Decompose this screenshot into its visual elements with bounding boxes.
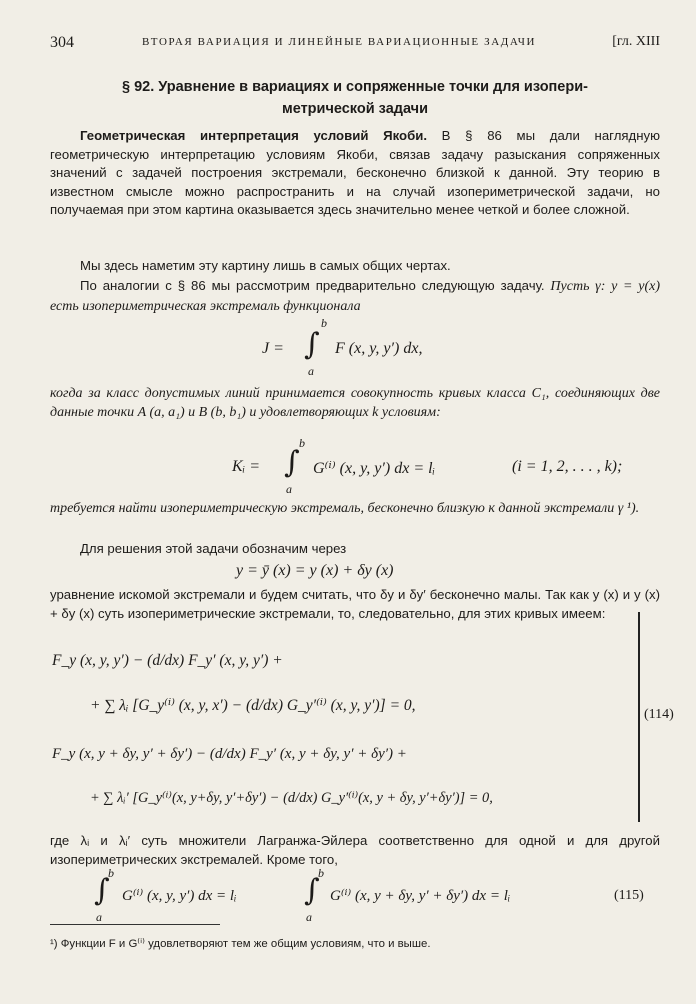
footnote: ¹) Функции F и G⁽ⁱ⁾ удовлетворяют тем же общим условиям, что и выше. <box>50 938 431 950</box>
formula-K-lhs: Kᵢ = <box>232 458 260 475</box>
integral-upper-limit: b <box>299 436 305 450</box>
section-title <box>50 76 660 120</box>
eq114-line1: F_y (x, y, y′) − (d/dx) F_y′ (x, y, y′) + <box>52 652 283 669</box>
eq115-right: G⁽ⁱ⁾ (x, y + δy, y′ + δy′) dx = lᵢ <box>330 888 511 904</box>
paragraph-variation: уравнение искомой экстремали и будем считать, что δy и δy′ бесконечно малы. Так как y (x) и y (x) + δy (x) суть изопериметрические экстремали, то, следовательно, для этих кривых имеем: <box>50 587 660 621</box>
chapter-label: [гл. XIII <box>612 34 660 49</box>
integral-lower-limit: a <box>286 482 292 496</box>
integral-lower-limit: a <box>96 910 102 924</box>
paragraph-outline: Мы здесь наметим эту картину лишь в самых общих чертах. <box>80 258 451 273</box>
section-title-line2: метрической задачи <box>281 101 428 117</box>
paragraph-problem-italic: Пусть γ: y = y(x) есть изопериметрическая экстремаль функционала <box>50 279 660 314</box>
paragraph-find-extremal: требуется найти изопериметрическую экстремаль, бесконечно близкую к данной экстремали γ ¹). <box>50 501 640 516</box>
equation-number-114: (114) <box>644 707 674 722</box>
paragraph-intro <box>50 127 660 220</box>
integral-lower-limit: a <box>306 910 312 924</box>
equation-number-115: (115) <box>614 888 644 903</box>
formula-J-lhs: J = <box>262 340 284 357</box>
formula-J-body: F (x, y, y′) dx, <box>335 340 423 357</box>
integral-upper-limit: b <box>321 316 327 330</box>
section-title-line1: § 92. Уравнение в вариациях и сопряженные точки для изопери- <box>122 79 588 95</box>
eq114-line3: F_y (x, y + δy, y′ + δy′) − (d/dx) F_y′ (x, y + δy, y′ + δy′) + <box>52 746 407 762</box>
paragraph-multipliers: где λᵢ и λᵢ′ суть множители Лагранжа-Эйлера соответственно для одной и для другой изопериметрических экстремалей. Кроме того, <box>50 833 660 867</box>
integral-sign: ∫ <box>94 873 110 908</box>
paragraph-notation: Для решения этой задачи обозначим через <box>80 541 347 556</box>
running-header <box>50 34 660 56</box>
formula-K-body: G⁽ⁱ⁾ (x, y, y′) dx = lᵢ <box>313 460 436 477</box>
page-number: 304 <box>50 34 74 51</box>
integral-lower-limit: a <box>308 364 314 378</box>
integral-sign: ∫ <box>304 327 320 362</box>
integral-sign: ∫ <box>284 445 300 480</box>
equation-brace <box>638 612 640 822</box>
paragraph-lead: Геометрическая интерпретация условий Якоби. <box>80 128 427 143</box>
paragraph-intro-text: В § 86 мы дали наглядную геометрическую интерпретацию условиям Якоби, связав задачу разыскания сопряженных значений с задачей построения экстремали, бесконечно близкой к данной. Эту теорию в известном смысле можно распространить и на случай изопериметрической задачи, но получаемая при этом картина оказывается здесь значительно менее четкой и более сложной. <box>50 128 660 218</box>
eq115-left: G⁽ⁱ⁾ (x, y, y′) dx = lᵢ <box>122 888 237 904</box>
formula-perturbed-curve: y = ȳ (x) = y (x) + δy (x) <box>236 562 394 579</box>
footnote-divider <box>50 924 220 925</box>
eq114-line4: + ∑ λᵢ′ [G_y⁽ⁱ⁾(x, y+δy, y′+δy′) − (d/dx) G_y′⁽ⁱ⁾(x, y + δy, y′+δy′)] = 0, <box>90 790 493 806</box>
paragraph-admissible-class: когда за класс допустимых линий принимается совокупность кривых класса C₁, соединяющих две данные точки A (a, a₁) и B (b, b₁) и удовлетворяющих k условиям: <box>50 386 660 420</box>
eq114-line2: + ∑ λᵢ [G_y⁽ⁱ⁾ (x, y, x′) − (d/dx) G_y′⁽ⁱ⁾ (x, y, y′)] = 0, <box>90 697 416 714</box>
integral-sign: ∫ <box>304 873 320 908</box>
integral-upper-limit: b <box>318 866 324 880</box>
running-title: ВТОРАЯ ВАРИАЦИЯ И ЛИНЕЙНЫЕ ВАРИАЦИОННЫЕ ЗАДАЧИ <box>142 36 537 48</box>
formula-K-condition: (i = 1, 2, . . . , k); <box>512 458 623 475</box>
paragraph-problem-text: По аналогии с § 86 мы рассмотрим предварительно следующую задачу. <box>80 278 551 293</box>
integral-upper-limit: b <box>108 866 114 880</box>
paragraph-problem <box>50 276 660 316</box>
